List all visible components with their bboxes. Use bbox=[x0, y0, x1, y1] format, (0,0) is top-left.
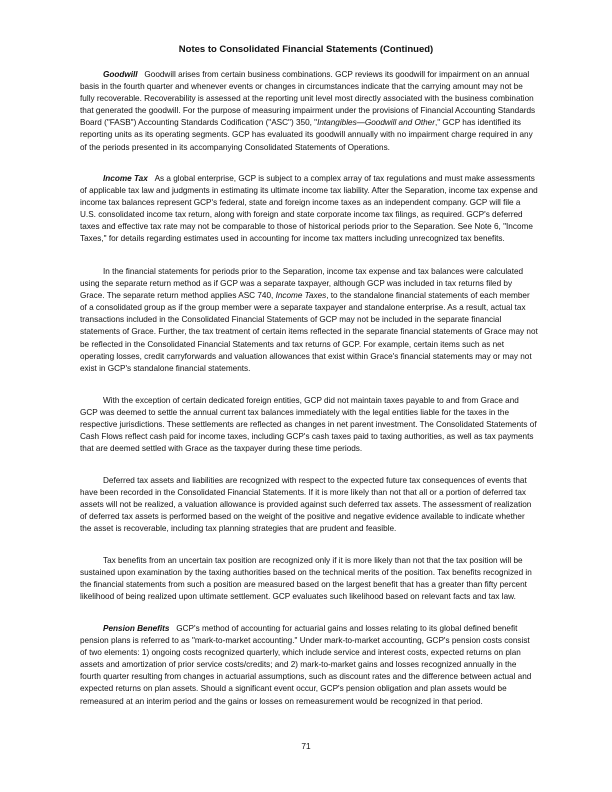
goodwill-text-2: ," GCP has identified its reporting units as its operating segments. GCP has evaluated its goodwill annually with no impairment charge required in any of the periods presented in its accompanying Consolidated Statements of Operations. bbox=[80, 118, 533, 152]
paragraph-income-tax bbox=[80, 173, 538, 246]
separate-return-italic-term: Income Taxes bbox=[275, 291, 327, 301]
separate-return-text-2: , to the standalone financial statements of each member of a consolidated group as if the group member were a separate taxpayer and standalone enterprise. As a result, actual tax transactions included in the Consolidated Financial Statements of GCP may not be included in the separate financial statements of Grace. Further, the tax treatment of certain items reflected in the separate financial statements of Grace may not be reflected in the Consolidated Financial Statements and tax returns of GCP. For example, certain items such as net operating losses, credit carryforwards and valuation allowances that exist within Grace's financial statements may or may not exist in GCP's standalone financial statements. bbox=[80, 291, 538, 373]
paragraph-deferred-tax bbox=[80, 475, 538, 535]
page-number: 71 bbox=[301, 741, 311, 751]
paragraph-goodwill bbox=[80, 69, 538, 154]
pension-text: GCP's method of accounting for actuarial gains and losses relating to its global defined benefit pension plans is referred to as "mark-to-market accounting." Under mark-to-market accounting, GCP's pension costs consist of two elements: 1) ongoing costs recognized quarterly, which include service and interest costs, expected returns on plan assets and amortization of prior service costs/credits; and 2) mark-to-market gains and losses recognized annually in the fourth quarter resulting from changes in actuarial assumptions, such as discount rates and the difference between actual and expected returns on plan assets. Should a significant event occur, GCP's pension obligation and plan assets would be remeasured at an interim period and the gains or losses on remeasurement would be recognized in that period. bbox=[80, 624, 532, 706]
paragraph-uncertain-tax bbox=[80, 555, 538, 603]
income-tax-text: As a global enterprise, GCP is subject to a complex array of tax regulations and must make assessments of applicable tax law and judgments in estimating its ultimate income tax liability. After the Separation, income tax expense and income tax balances represent GCP's federal, state and foreign income taxes as an independent company. GCP will file a U.S. consolidated income tax return, along with foreign and state corporate income tax filings, as required. GCP's deferred taxes and effective tax rate may not be comparable to those of historical periods prior to the Separation. See Note 6, "Income Taxes," for details regarding estimates used in accounting for income tax matters including unrecognized tax benefits. bbox=[80, 174, 538, 244]
goodwill-italic-term: Intangibles—Goodwill and Other bbox=[317, 118, 435, 128]
foreign-entities-text: With the exception of certain dedicated foreign entities, GCP did not maintain taxes payable to and from Grace and GCP was deemed to settle the annual current tax balances immediately with the legal entities liable for the taxes in the respective jurisdictions. These settlements are reflected as changes in net parent investment. The Consolidated Statements of Cash Flows reflect cash paid for income taxes, including GCP's cash taxes paid to taxing authorities, as well as tax payments that are deemed settled with Grace as the taxpayer during these time periods. bbox=[80, 396, 537, 454]
heading-goodwill: Goodwill bbox=[103, 70, 138, 79]
paragraph-pension bbox=[80, 623, 538, 708]
page-title: Notes to Consolidated Financial Statements (Continued) bbox=[178, 44, 434, 55]
deferred-tax-text: Deferred tax assets and liabilities are recognized with respect to the expected future tax consequences of events that have been recorded in the Consolidated Financial Statements. If it is more likely than not that all or a portion of deferred tax assets will not be realized, a valuation allowance is provided against such deferred tax assets. The assessment of realization of deferred tax assets is performed based on the weight of the positive and negative evidence available to indicate whether the asset is recoverable, including tax planning strategies that are prudent and feasible. bbox=[80, 476, 532, 534]
heading-income-tax: Income Tax bbox=[103, 174, 148, 183]
separate-return-text-1: In the financial statements for periods prior to the Separation, income tax expense and tax balances were calculated using the separate return method as if GCP was a separate taxpayer, although GCP was included in tax returns filed by Grace. The separate return method applies ASC 740, bbox=[80, 267, 524, 301]
goodwill-text-1: Goodwill arises from certain business combinations. GCP reviews its goodwill for impairment on an annual basis in the fourth quarter and whenever events or changes in circumstances indicate that the carrying amount may not be fully recoverable. Recoverability is assessed at the reporting unit level most directly associated with the business combination that generated the goodwill. For the purpose of measuring impairment under the provisions of Financial Accounting Standards Board ("FASB") Accounting Standards Codification ("ASC") 350, " bbox=[80, 70, 536, 128]
paragraph-foreign-entities bbox=[80, 395, 538, 455]
paragraph-separate-return bbox=[80, 266, 538, 375]
uncertain-tax-text: Tax benefits from an uncertain tax position are recognized only if it is more likely than not that the tax position will be sustained upon examination by the taxing authorities based on the technical merits of the position. Tax benefits recognized in the financial statements from such a position are measured based on the largest benefit that has a greater than fifty percent likelihood of being realized upon ultimate settlement. GCP evaluates such likelihood based on relevant facts and tax law. bbox=[80, 556, 532, 602]
heading-pension: Pension Benefits bbox=[103, 624, 170, 633]
